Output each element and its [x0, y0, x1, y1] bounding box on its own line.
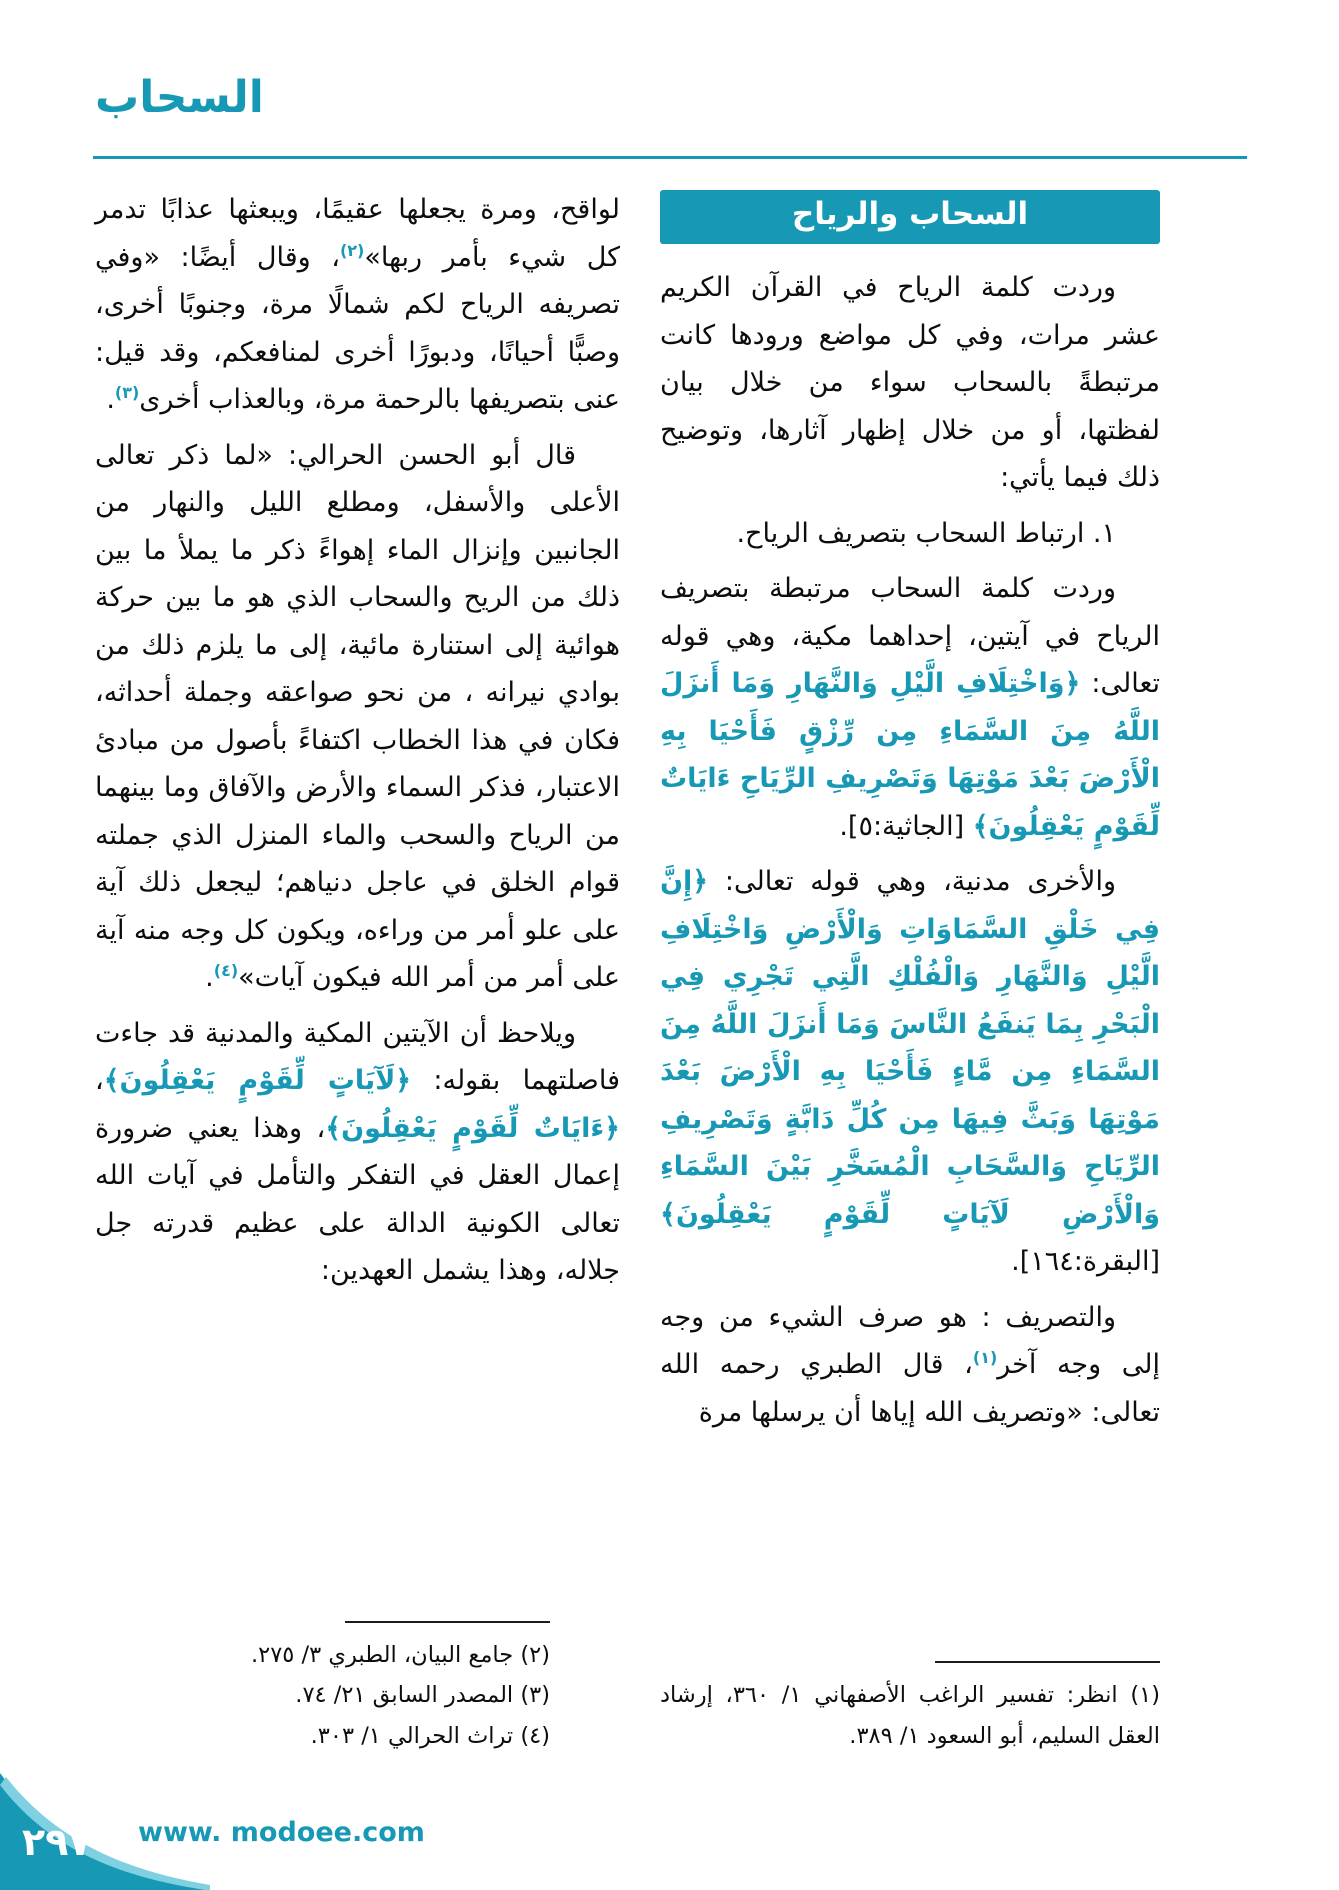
running-head: السحاب — [95, 72, 264, 123]
footnote-marker-4: (٤) — [213, 961, 239, 981]
footnote-marker-3: (٣) — [114, 383, 140, 403]
paragraph-text: ، وقال أيضًا: «وفي تصريفه الرياح لكم شمالًا مرة، وجنوبًا أخرى، وصبًّا أحيانًا، ودبورًا أخرى لمنافعكم، وقد قيل: عنى بتصريفها بالرحمة مرة، وبالعذاب أخرى — [95, 241, 620, 416]
quran-verse-laayaat: ﴿لَآيَاتٍ لِّقَوْمٍ يَعْقِلُونَ﴾ — [103, 1065, 412, 1097]
verse-reference-baqara: [البقرة:١٦٤]. — [1011, 1246, 1160, 1278]
paragraph-text: ، — [95, 1065, 104, 1097]
section-title-box: السحاب والرياح — [660, 190, 1160, 244]
left-footnotes — [95, 1615, 620, 1757]
footnote-entry: (٤) تراث الحرالي ١/ ٣٠٣. — [310, 1722, 550, 1749]
paragraph-text: ويلاحظ أن الآيتين المكية والمدنية قد جاءت فاصلتهما بقوله: — [95, 1017, 620, 1097]
paragraph-winds-intro — [660, 264, 1160, 502]
quran-verse-baqara: ﴿إِنَّ فِي خَلْقِ السَّمَاوَاتِ وَالْأَرْضِ وَاخْتِلَافِ الَّيْلِ وَالنَّهَارِ وَالْفُلْكِ الَّتِي تَجْرِي فِي الْبَحْرِ بِمَا يَنفَعُ النَّاسَ وَمَا أَنزَلَ اللَّهُ مِنَ السَّمَاءِ مِن مَّاءٍ فَأَحْيَا بِهِ الْأَرْضَ بَعْدَ مَوْتِهَا وَبَثَّ فِيهَا مِن كُلِّ دَابَّةٍ وَتَصْرِيفِ الرِّيَاحِ وَالسَّحَابِ الْمُسَخَّرِ بَيْنَ السَّمَاءِ وَالْأَرْضِ لَآيَاتٍ لِّقَوْمٍ يَعْقِلُونَ﴾ — [660, 866, 1160, 1230]
footnote-separator — [345, 1621, 550, 1623]
header-rule — [93, 156, 1247, 159]
list-item-1 — [660, 510, 1160, 558]
paragraph-text: . — [205, 962, 214, 994]
paragraph-text: والتصريف : هو صرف الشيء من وجه إلى وجه آخر — [660, 1301, 1160, 1381]
paragraph-text: . — [106, 384, 115, 416]
paragraph-tabari-quote — [95, 186, 620, 424]
paragraph-medinan-verse — [660, 858, 1160, 1286]
quran-verse-aayaat: ﴿ءَايَاتٌ لِّقَوْمٍ يَعْقِلُونَ﴾ — [325, 1112, 621, 1144]
list-item-text: ١. ارتباط السحاب بتصريف الرياح. — [736, 517, 1116, 549]
right-column — [660, 186, 1160, 1756]
page-number: ٢٩٧ — [22, 1820, 92, 1864]
left-column — [95, 186, 620, 1756]
website-link[interactable]: www. modoee.com — [138, 1817, 425, 1848]
verse-reference-jathiya: [الجاثية:٥]. — [839, 810, 973, 842]
right-footnotes — [660, 1655, 1160, 1756]
paragraph-text: قال أبو الحسن الحرالي: «لما ذكر تعالى الأعلى والأسفل، ومطلع الليل والنهار من الجانبين وإنزال الماء إهواءً ذكر ما يملأ ما بين ذلك من الريح والسحاب الذي هو ما بين حركة هوائية إلى استنارة مائية، إلى ما يلزم ذلك من بوادي نيرانه ، من نحو صواعقه وجملة أحداثه، فكان في هذا الخطاب اكتفاءً بأصول من مبادئ الاعتبار، فذكر السماء والأرض والآفاق وما بينهما من الرياح والسحب والماء المنزل الذي جملته قوام الخلق في عاجل دنياهم؛ ليجعل ذلك آية على علو أمر من وراءه، ويكون كل وجه منه آية على أمر من أمر الله فيكون آيات» — [95, 439, 620, 994]
paragraph-text: لواقح، ومرة يجعلها عقيمًا، ويبعثها عذابًا تدمر كل شيء بأمر ربها» — [95, 194, 620, 273]
footnote-entry: (٢) جامع البيان، الطبري ٣/ ٢٧٥. — [250, 1641, 550, 1668]
footnote-entry: (٣) المصدر السابق ٢١/ ٧٤. — [295, 1682, 550, 1708]
footnote-marker-1: (١) — [972, 1348, 998, 1368]
paragraph-text: والأخرى مدنية، وهي قوله تعالى: — [708, 866, 1116, 898]
quran-verse-jathiya: ﴿وَاخْتِلَافِ الَّيْلِ وَالنَّهَارِ وَمَا أَنزَلَ اللَّهُ مِنَ السَّمَاءِ مِن رِّزْقٍ فَأَحْيَا بِهِ الْأَرْضَ بَعْدَ مَوْتِهَا وَتَصْرِيفِ الرِّيَاحِ ءَايَاتٌ لِّقَوْمٍ يَعْقِلُونَ﴾ — [660, 668, 1160, 842]
paragraph-meccan-verse — [660, 565, 1160, 850]
paragraph-text: وردت كلمة السحاب مرتبطة بتصريف الرياح في آيتين، إحداهما مكية، وهي قوله تعالى: — [660, 573, 1160, 700]
footnote-marker-2: (٢) — [339, 240, 365, 260]
footnote-entry: (١) انظر: تفسير الراغب الأصفهاني ١/ ٣٦٠، إرشاد العقل السليم، أبو السعود ١/ ٣٨٩. — [660, 1682, 1161, 1749]
footnote-separator — [935, 1661, 1160, 1663]
paragraph-text: ، قال الطبري رحمه الله تعالى: «وتصريف الله إياها أن يرسلها مرة — [660, 1349, 1160, 1428]
paragraph-text: وردت كلمة الرياح في القرآن الكريم عشر مرات، وفي كل مواضع ورودها كانت مرتبطةً بالسحاب سواء من خلال بيان لفظتها، أو من خلال إظهار آثارها، وتوضيح ذلك فيما يأتي: — [660, 272, 1160, 494]
paragraph-observation — [95, 1010, 620, 1295]
two-column-layout — [95, 186, 1160, 1756]
paragraph-text: ، وهذا يعني ضرورة إعمال العقل في التفكر والتأمل في آيات الله تعالى الكونية الدالة على عظيم قدرته جل جلاله، وهذا يشمل العهدين: — [95, 1112, 620, 1287]
paragraph-harali-quote — [95, 432, 620, 1002]
paragraph-tasreef-definition — [660, 1294, 1160, 1437]
